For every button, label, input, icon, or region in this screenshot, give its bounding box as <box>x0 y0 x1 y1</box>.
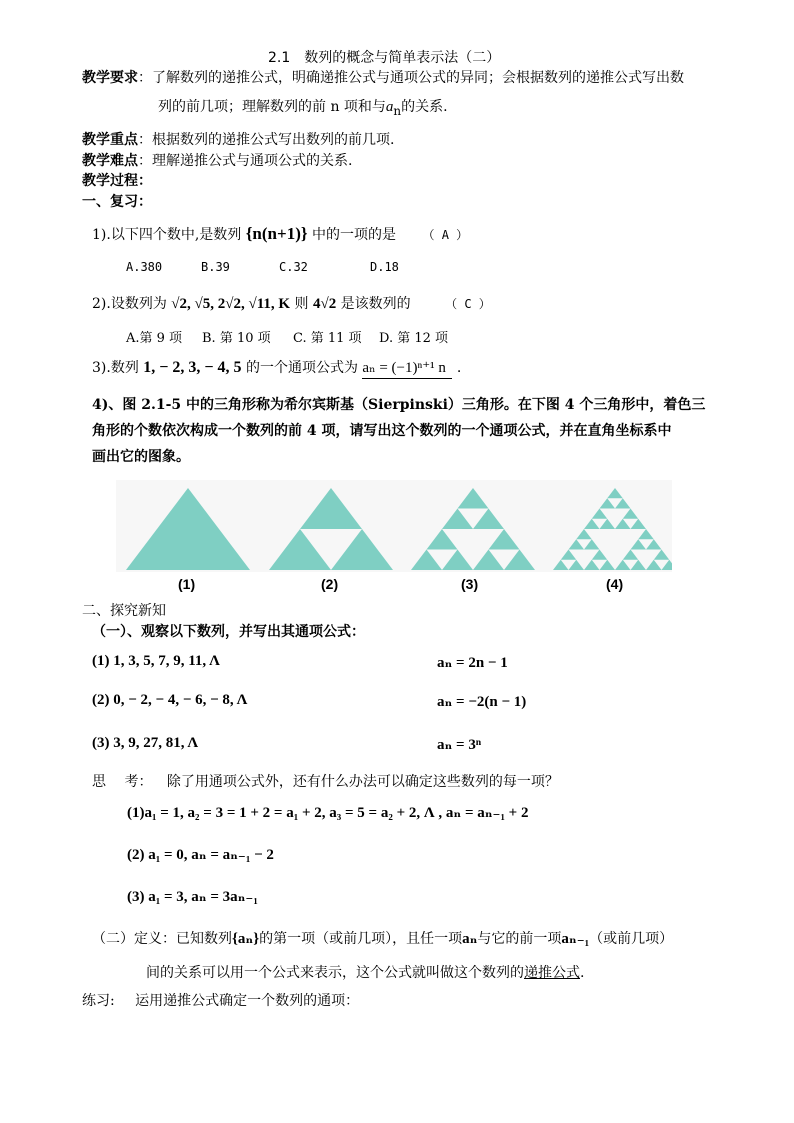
process-label: 教学过程： <box>82 173 152 189</box>
q2-expr: √2, √5, 2√2, √11, K <box>171 296 291 312</box>
recur-3: (3) a₁ = 3, aₙ = 3aₙ₋₁ <box>127 889 258 905</box>
requirements-line2 <box>158 96 448 118</box>
def-f: aₙ₋₁ <box>561 931 590 947</box>
think-label: 思 考： <box>92 774 153 790</box>
sierpinski-figure <box>116 480 672 598</box>
q1-answer: （ A ） <box>422 228 469 242</box>
q2-expr2: 4√2 <box>312 296 337 312</box>
requirements-text-2: 列的前几项；理解数列的前 n 项和与 <box>158 99 386 115</box>
q2-option-c: C. 第 11 项 <box>293 331 362 346</box>
def-a: （二）定义：已知数列 <box>92 931 232 947</box>
seq-1: (1) 1, 3, 5, 7, 9, 11, Λ <box>92 653 220 669</box>
q2-text: 2).设数列为 <box>92 296 167 312</box>
practice-text: 运用递推公式确定一个数列的通项： <box>135 993 360 1009</box>
difficulty <box>82 150 352 170</box>
think <box>92 771 559 791</box>
requirements-line1 <box>82 67 684 87</box>
q3 <box>92 357 461 379</box>
q2-option-d: D. 第 12 项 <box>379 331 449 346</box>
q1-option-a: A.380 <box>126 260 163 274</box>
q4-line2: 角形的个数依次构成一个数列的前 4 项，请写出这个数列的一个通项公式，并在直角坐标系中 <box>92 423 672 439</box>
q2-answer: （ C ） <box>445 297 491 311</box>
var-sub: n <box>393 103 402 118</box>
seq-2-formula: aₙ = −2(n − 1) <box>437 694 527 710</box>
q3-text: 3).数列 <box>92 360 139 376</box>
explore-sub1: （一）、观察以下数列，并写出其通项公式： <box>92 624 365 640</box>
definition-line1 <box>92 928 673 948</box>
requirements-text: ：了解数列的递推公式，明确递推公式与通项公式的异同；会根据数列的递推公式写出数 <box>138 70 684 86</box>
q1-expr: {n(n+1)} <box>245 224 308 243</box>
requirements-label: 教学要求 <box>82 70 138 86</box>
figure-label-4: (4) <box>606 576 624 592</box>
requirements-text-3: 的关系. <box>401 99 448 115</box>
q3-tail: 的一个通项公式为 <box>245 360 358 376</box>
q1-option-b: B.39 <box>201 260 230 274</box>
q3-formula: aₙ = (−1)ⁿ⁺¹ n <box>362 358 452 379</box>
q1-text: 1).以下四个数中,是数列 <box>92 227 242 243</box>
sierpinski-svg <box>116 480 672 598</box>
recur-1: (1)a₁ = 1, a₂ = 3 = 1 + 2 = a₁ + 2, a₃ = 5 = a₂ + 2, Λ , aₙ = aₙ₋₁ + 2 <box>127 805 529 821</box>
practice-label: 练习: <box>82 993 115 1009</box>
def-d: aₙ <box>462 931 478 947</box>
explore-heading: 二、探究新知 <box>82 603 166 619</box>
q2-option-a: A.第 9 项 <box>126 331 183 346</box>
figure-label-1: (1) <box>178 576 196 592</box>
def-term: 递推公式 <box>524 965 580 981</box>
recur-2: (2) a₁ = 0, aₙ = aₙ₋₁ − 2 <box>127 847 274 863</box>
def-end: . <box>580 965 585 981</box>
q2-option-b: B. 第 10 项 <box>202 331 271 346</box>
definition-line2 <box>146 962 584 982</box>
practice <box>82 990 359 1010</box>
key-points-text: ：根据数列的递推公式写出数列的前几项. <box>138 132 395 148</box>
var-a: a <box>385 99 394 115</box>
seq-2: (2) 0, − 2, − 4, − 6, − 8, Λ <box>92 692 248 708</box>
def-g: （或前几项） <box>589 931 674 947</box>
seq-3-formula: aₙ = 3ⁿ <box>437 737 482 753</box>
q1-option-c: C.32 <box>279 260 308 274</box>
difficulty-text: ：理解递推公式与通项公式的关系. <box>138 153 353 169</box>
q3-expr: 1, − 2, 3, − 4, 5 <box>143 359 242 376</box>
def-line2-text: 间的关系可以用一个公式来表示，这个公式就叫做这个数列的 <box>146 965 524 981</box>
q2-tail: 是该数列的 <box>340 296 411 312</box>
q2 <box>92 293 491 313</box>
think-text: 除了用通项公式外，还有什么办法可以确定这些数列的每一项？ <box>166 774 559 790</box>
seq-3: (3) 3, 9, 27, 81, Λ <box>92 735 199 751</box>
q4-line3: 画出它的图象。 <box>92 449 190 465</box>
def-e: 与它的前一项 <box>477 931 562 947</box>
difficulty-label: 教学难点 <box>82 153 138 169</box>
figure-label-3: (3) <box>461 576 479 592</box>
seq-1-formula: aₙ = 2n − 1 <box>437 655 508 671</box>
q2-mid: 则 <box>294 296 309 312</box>
key-points <box>82 129 394 149</box>
figure-label-2: (2) <box>321 576 339 592</box>
key-points-label: 教学重点 <box>82 132 138 148</box>
review-heading: 一、复习： <box>82 194 152 210</box>
page-title: 2.1 数列的概念与简单表示法（二） <box>268 50 501 66</box>
q1-tail: 中的一项的是 <box>312 227 397 243</box>
q4-line1: 4)、图 2.1-5 中的三角形称为希尔宾斯基（Sierpinski）三角形。在下图 4 个三角形中，着色三 <box>92 397 706 413</box>
q1-option-d: D.18 <box>370 260 399 274</box>
def-c: 的第一项（或前几项），且任一项 <box>259 931 463 947</box>
q3-end: . <box>456 360 462 376</box>
def-b: {aₙ} <box>232 931 260 947</box>
q1 <box>92 224 468 244</box>
